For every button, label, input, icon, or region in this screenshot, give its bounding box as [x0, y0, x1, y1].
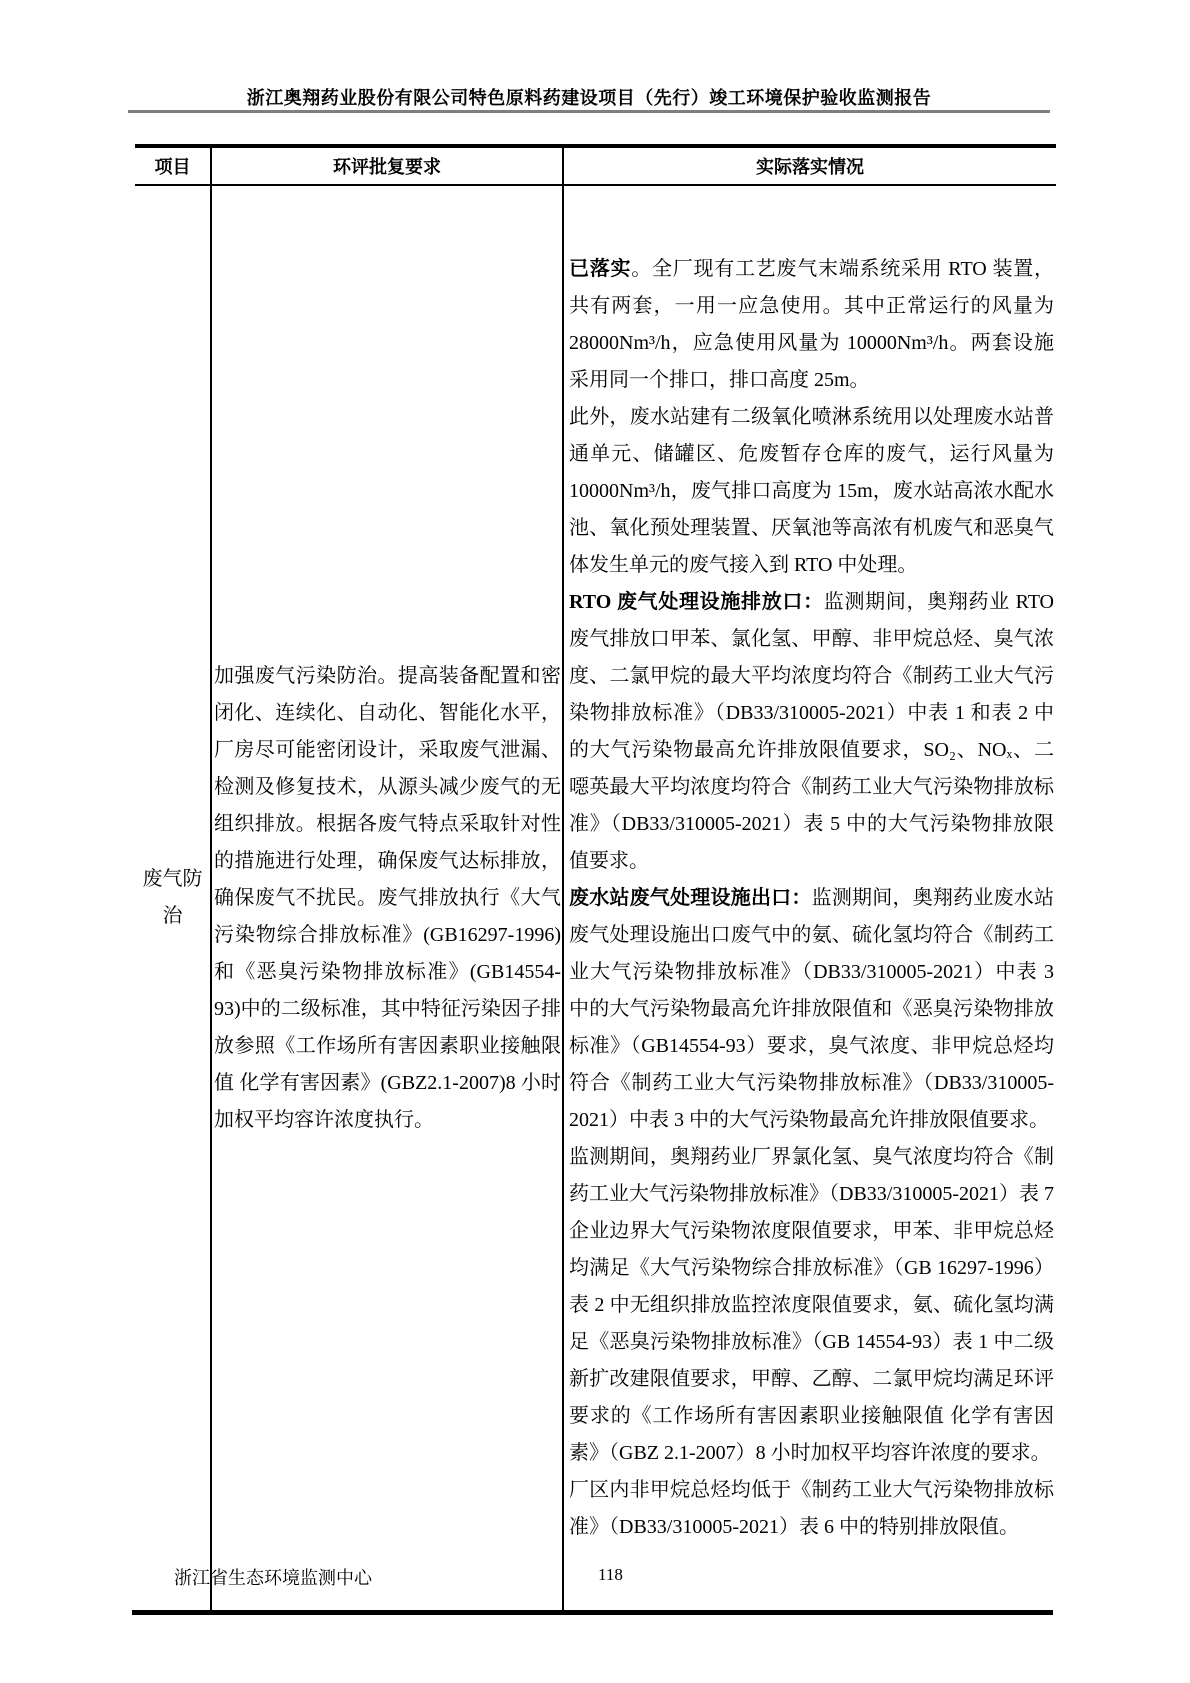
row-item-label: 废气防治 [142, 868, 203, 927]
footer-organization: 浙江省生态环境监测中心 [174, 1568, 372, 1588]
page-header-rule [128, 110, 1050, 113]
paragraph: 已落实。全厂现有工艺废气末端系统采用 RTO 装置，共有两套，一用一应急使用。其中正常运行的风量为 28000Nm³/h，应急使用风量为 10000Nm³/h。两套设施采用同一个排口，排口高度 25m。 [569, 257, 1055, 391]
paragraph: 厂区内非甲烷总烃均低于《制药工业大气污染物排放标准》（DB33/310005-2021）表 6 中的特别排放限值。 [569, 1478, 1054, 1538]
table-column-separator-2 [562, 144, 564, 1610]
page-header-title: 浙江奥翔药业股份有限公司特色原料药建设项目（先行）竣工环境保护验收监测报告 [246, 88, 932, 108]
column-header-requirement: 环评批复要求 [333, 157, 441, 177]
row-item-label-cell [135, 186, 210, 1610]
table-column-separator-1 [210, 144, 212, 1610]
page-number: 118 [598, 1565, 623, 1584]
paragraph: RTO 废气处理设施排放口：监测期间，奥翔药业 RTO 废气排放口甲苯、氯化氢、甲醇、非甲烷总烃、臭气浓度、二氯甲烷的最大平均浓度均符合《制药工业大气污染物排放标准》（DB33/310005-2021）中表 1 和表 2 中的大气污染物最高允许排放限值要求，SO₂、NOₓ、二噁英最大平均浓度均符合《制药工业大气污染物排放标准》（DB33/310005-2021）表 5 中的大气污染物排放限值要求。 [569, 590, 1055, 872]
column-header-item: 项目 [154, 157, 191, 177]
paragraph: 废水站废气处理设施出口：监测期间，奥翔药业废水站废气处理设施出口废气中的氨、硫化氢均符合《制药工业大气污染物排放标准》（DB33/310005-2021）中表 3 中的大气污染物最高允许排放限值和《恶臭污染物排放标准》（GB14554-93）要求，臭气浓度、非甲烷总烃均符合《制药工业大气污染物排放标准》（DB33/310005-2021）中表 3 中的大气污染物最高允许排放限值要求。 [569, 886, 1055, 1131]
implementation-cell [567, 186, 1056, 1610]
paragraph: 加强废气污染防治。提高装备配置和密闭化、连续化、自动化、智能化水平，厂房尽可能密闭设计，采取废气泄漏、检测及修复技术，从源头减少废气的无组织排放。根据各废气特点采取针对性的措施进行处理，确保废气达标排放，确保废气不扰民。废气排放执行《大气污染物综合排放标准》(GB16297-1996)和《恶臭污染物排放标准》(GB14554-93)中的二级标准，其中特征污染因子排放参照《工作场所有害因素职业接触限值 化学有害因素》(GBZ2.1-2007)8 小时加权平均容许浓度执行。 [214, 664, 561, 1131]
table-bottom-border [132, 1610, 1053, 1615]
paragraph: 此外，废水站建有二级氧化喷淋系统用以处理废水站普通单元、储罐区、危废暂存仓库的废气，运行风量为 10000Nm³/h，废气排口高度为 15m，废水站高浓水配水池、氧化预处理装置、厌氧池等高浓有机废气和恶臭气体发生单元的废气接入到 RTO 中处理。 [569, 405, 1054, 576]
column-header-implementation: 实际落实情况 [756, 157, 864, 177]
requirement-cell [213, 186, 562, 1610]
paragraph: 监测期间，奥翔药业厂界氯化氢、臭气浓度均符合《制药工业大气污染物排放标准》（DB33/310005-2021）表 7 企业边界大气污染物浓度限值要求，甲苯、非甲烷总烃均满足《大气污染物综合排放标准》（GB 16297-1996）表 2 中无组织排放监控浓度限值要求，氨、硫化氢均满足《恶臭污染物排放标准》（GB 14554-93）表 1 中二级新扩改建限值要求，甲醇、乙醇、二氯甲烷均满足环评要求的《工作场所有害因素职业接触限值 化学有害因素》（GBZ 2.1-2007）8 小时加权平均容许浓度的要求。 [569, 1145, 1054, 1464]
